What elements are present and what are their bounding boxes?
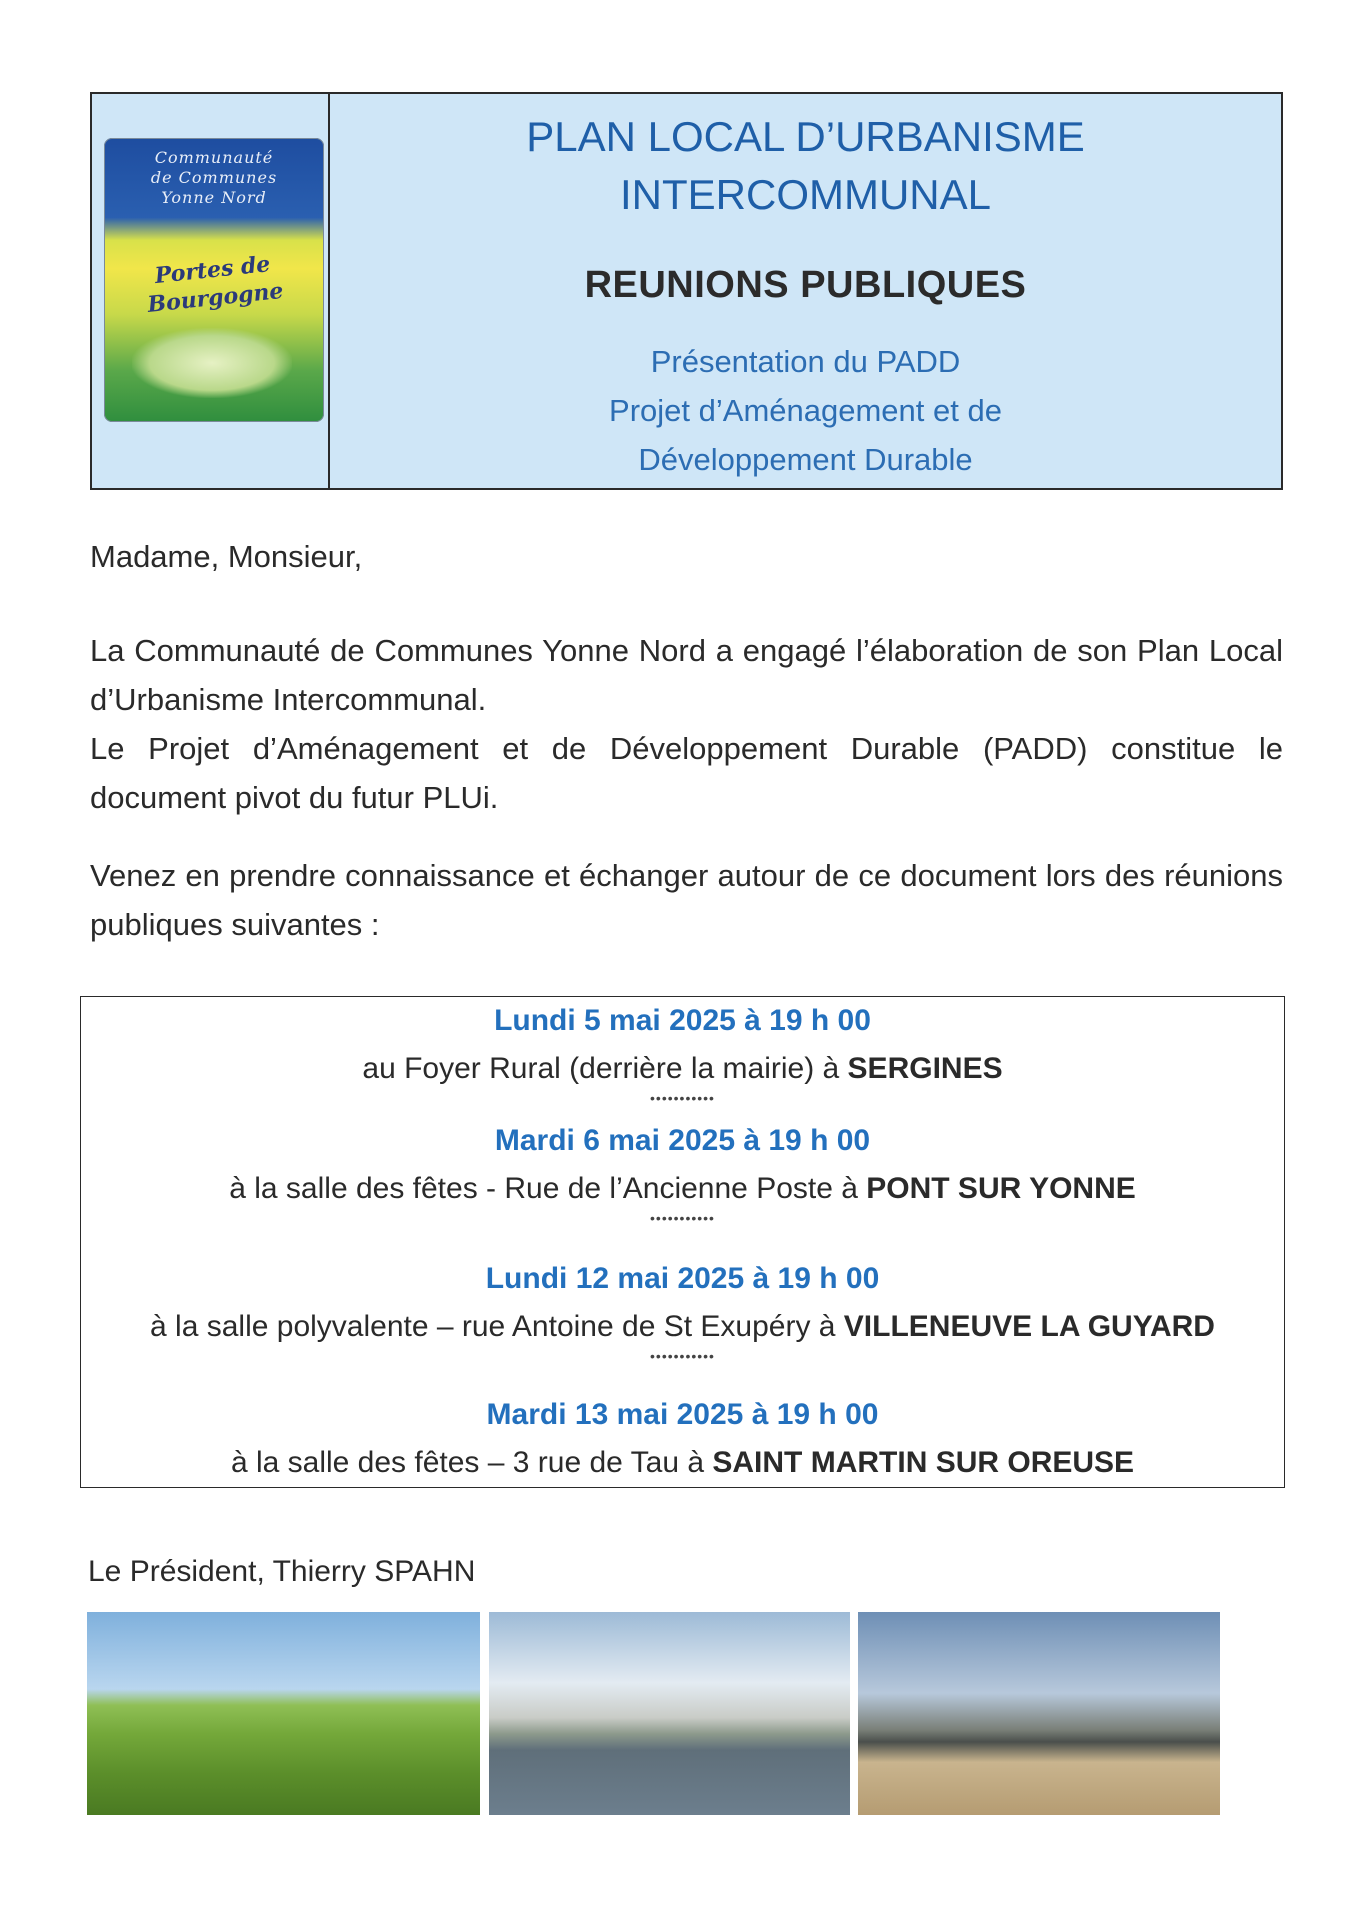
separator-dots: ••••••••••• xyxy=(650,1348,715,1364)
paragraph-1: La Communauté de Communes Yonne Nord a engagé l’élaboration de son Plan Local d’Urbanisme Intercommunal. xyxy=(90,633,1283,717)
title-cell xyxy=(330,94,1281,488)
meeting-location xyxy=(81,1171,1284,1207)
meetings-box xyxy=(80,996,1285,1488)
logo-script-1: Portes de xyxy=(153,251,272,290)
separator-dots: ••••••••••• xyxy=(650,1090,715,1106)
logo-line-2: de Communes xyxy=(150,168,278,187)
meeting-date: Lundi 12 mai 2025 à 19 h 00 xyxy=(485,1262,880,1295)
separator-dots: ••••••••••• xyxy=(650,1210,715,1226)
meeting-town: VILLENEUVE LA GUYARD xyxy=(843,1310,1215,1343)
meeting-town: SAINT MARTIN SUR OREUSE xyxy=(712,1446,1135,1479)
presentation-text xyxy=(330,337,1281,484)
logo-line-1: Communauté xyxy=(154,148,274,167)
community-logo xyxy=(104,138,324,422)
meeting-place: au Foyer Rural (derrière la mairie) à xyxy=(362,1052,848,1085)
meeting-item xyxy=(81,1261,1284,1363)
logo-script-text xyxy=(104,245,324,324)
presentation-line-2: Projet d’Aménagement et de xyxy=(609,393,1002,428)
meeting-town: SERGINES xyxy=(847,1052,1003,1085)
signature: Le Président, Thierry SPAHN xyxy=(88,1555,476,1588)
landscape-photo-building xyxy=(858,1612,1220,1815)
meeting-item xyxy=(81,1397,1284,1481)
logo-line-3: Yonne Nord xyxy=(161,188,267,207)
meeting-item xyxy=(81,1003,1284,1105)
meeting-date: Lundi 5 mai 2025 à 19 h 00 xyxy=(494,1004,871,1037)
meeting-item xyxy=(81,1123,1284,1225)
meeting-location xyxy=(81,1445,1284,1481)
header-box xyxy=(90,92,1283,490)
logo-top-text xyxy=(104,148,324,208)
subtitle: REUNIONS PUBLIQUES xyxy=(584,264,1027,306)
greeting: Madame, Monsieur, xyxy=(90,539,363,574)
landscape-photo-fields xyxy=(87,1612,480,1815)
logo-script-2: Bourgogne xyxy=(146,277,285,318)
meeting-date: Mardi 6 mai 2025 à 19 h 00 xyxy=(494,1124,871,1157)
page-title-line-1: PLAN LOCAL D’URBANISME xyxy=(526,113,1085,160)
logo-map-graphic xyxy=(132,328,292,398)
meeting-place: à la salle polyvalente – rue Antoine de St Exupéry à xyxy=(150,1310,844,1343)
meeting-location xyxy=(81,1051,1284,1087)
paragraph-3: Venez en prendre connaissance et échanger autour de ce document lors des réunions publiques suivantes : xyxy=(90,858,1283,942)
presentation-line-3: Développement Durable xyxy=(638,442,973,477)
meeting-place: à la salle des fêtes - Rue de l’Ancienne Poste à xyxy=(229,1172,867,1205)
landscape-photo-river xyxy=(489,1612,850,1815)
meeting-date: Mardi 13 mai 2025 à 19 h 00 xyxy=(486,1398,879,1431)
meeting-place: à la salle des fêtes – 3 rue de Tau à xyxy=(230,1446,713,1479)
presentation-line-1: Présentation du PADD xyxy=(650,344,961,379)
paragraph-2: Le Projet d’Aménagement et de Développement Durable (PADD) constitue le document pivot du futur PLUi. xyxy=(90,731,1283,815)
meeting-location xyxy=(81,1309,1284,1345)
meeting-town: PONT SUR YONNE xyxy=(866,1172,1136,1205)
page-title-line-2: INTERCOMMUNAL xyxy=(619,171,991,218)
logo-cell xyxy=(92,94,330,488)
